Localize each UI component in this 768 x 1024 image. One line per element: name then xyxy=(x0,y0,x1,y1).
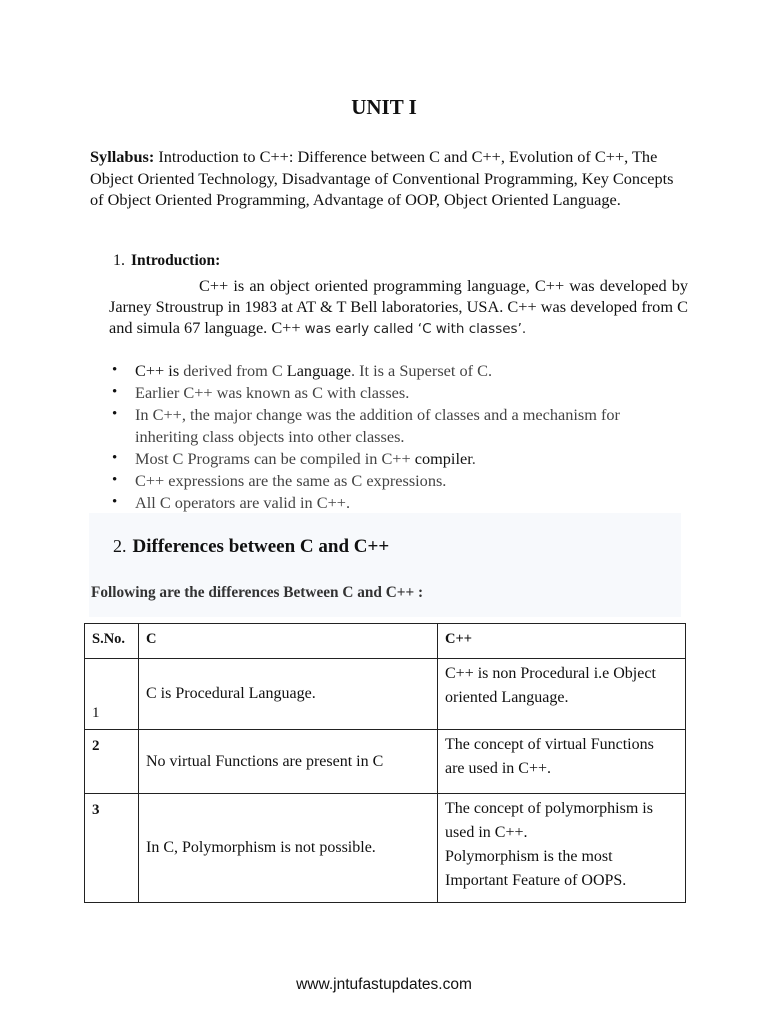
sno-cell: 2 xyxy=(85,730,139,794)
intro-text: C++ is an object oriented programming language, C++ was developed by Jarney Stroustrup in 1983 at AT & T Bell laboratories, USA. C++ was developed from C and simula 67 language. C++ xyxy=(109,276,688,337)
bullet-item: • C++ expressions are the same as C expressions. xyxy=(110,470,680,492)
c-cell: No virtual Functions are present in C xyxy=(139,730,438,794)
differences-table xyxy=(84,623,686,903)
c-cell: In C, Polymorphism is not possible. xyxy=(139,794,438,903)
differences-intro: Following are the differences Between C and C++ : xyxy=(91,584,424,601)
bullet-item: • Most C Programs can be compiled in C++ compiler. xyxy=(110,448,680,470)
page-title: UNIT I xyxy=(351,95,417,119)
table-row xyxy=(85,659,686,730)
table-header-cell: S.No. xyxy=(85,624,139,659)
sno-cell: 3 xyxy=(85,794,139,903)
syllabus-paragraph xyxy=(90,146,690,211)
table-row xyxy=(85,730,686,794)
syllabus-label: Syllabus: xyxy=(90,147,155,166)
cpp-cell: The concept of virtual Functions are used in C++. xyxy=(438,730,686,794)
bullet-item: • In C++, the major change was the addition of classes and a mechanism for inheriting class objects into other classes. xyxy=(110,404,680,447)
section-2-heading xyxy=(113,536,389,558)
cpp-cell: C++ is non Procedural i.e Object oriented Language. xyxy=(438,659,686,730)
intro-text-continued: was early called ‘C with classes’. xyxy=(304,321,527,337)
table-row xyxy=(85,794,686,903)
introduction-paragraph xyxy=(109,275,688,340)
c-cell: C is Procedural Language. xyxy=(139,659,438,730)
table-header-row xyxy=(85,624,686,659)
syllabus-text: Introduction to C++: Difference between C and C++, Evolution of C++, The Object Oriented Technology, Disadvantage of Conventional Programming, Key Concepts of Object Oriented Programming, Advantage of OOP, Object Oriented Language. xyxy=(90,147,674,209)
bullet-item: • Earlier C++ was known as C with classes. xyxy=(110,382,680,404)
section-1-heading xyxy=(113,252,220,270)
section-1-number: 1. xyxy=(113,252,125,269)
section-1-title: Introduction: xyxy=(131,252,221,269)
bullet-item: • C++ is derived from C Language. It is a Superset of C. xyxy=(110,360,680,382)
table-header-cell: C++ xyxy=(438,624,686,659)
footer-url: www.jntufastupdates.com xyxy=(296,976,472,993)
section-2-title: Differences between C and C++ xyxy=(132,536,390,557)
introduction-bullet-list xyxy=(110,360,680,514)
sno-cell: 1 xyxy=(85,659,139,730)
bullet-item: • All C operators are valid in C++. xyxy=(110,492,680,514)
table-header-cell: C xyxy=(139,624,438,659)
section-2-number: 2. xyxy=(113,536,127,556)
cpp-cell: The concept of polymorphism is used in C++. Polymorphism is the most Important Feature of OOPS. xyxy=(438,794,686,903)
